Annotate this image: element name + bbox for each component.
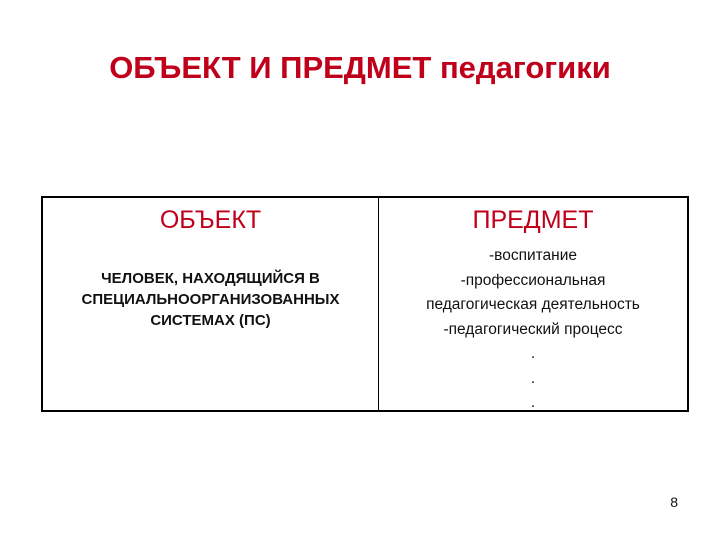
object-line: СИСТЕМАХ (ПС) xyxy=(150,312,271,329)
subject-ellipsis-dot: . xyxy=(530,369,536,387)
object-description xyxy=(43,268,378,331)
subject-list xyxy=(379,244,687,416)
subject-line: -профессиональная xyxy=(460,271,606,289)
subject-line: -педагогический процесс xyxy=(443,320,623,338)
page-number: 8 xyxy=(670,494,678,510)
subject-ellipsis-dot: . xyxy=(530,345,536,362)
object-line: ЧЕЛОВЕК, НАХОДЯЩИЙСЯ В xyxy=(101,270,320,287)
subject-column xyxy=(379,198,687,410)
subject-line: -воспитание xyxy=(488,247,578,264)
subject-heading: ПРЕДМЕТ xyxy=(472,206,594,234)
subject-ellipsis-dot: . xyxy=(530,394,536,411)
object-column xyxy=(43,198,379,410)
object-line: СПЕЦИАЛЬНООРГАНИЗОВАННЫХ xyxy=(81,291,340,308)
slide-title: ОБЪЕКТ И ПРЕДМЕТ педагогики xyxy=(109,50,611,85)
subject-line: педагогическая деятельность xyxy=(426,296,640,313)
object-heading: ОБЪЕКТ xyxy=(159,206,262,234)
comparison-table xyxy=(41,196,689,412)
